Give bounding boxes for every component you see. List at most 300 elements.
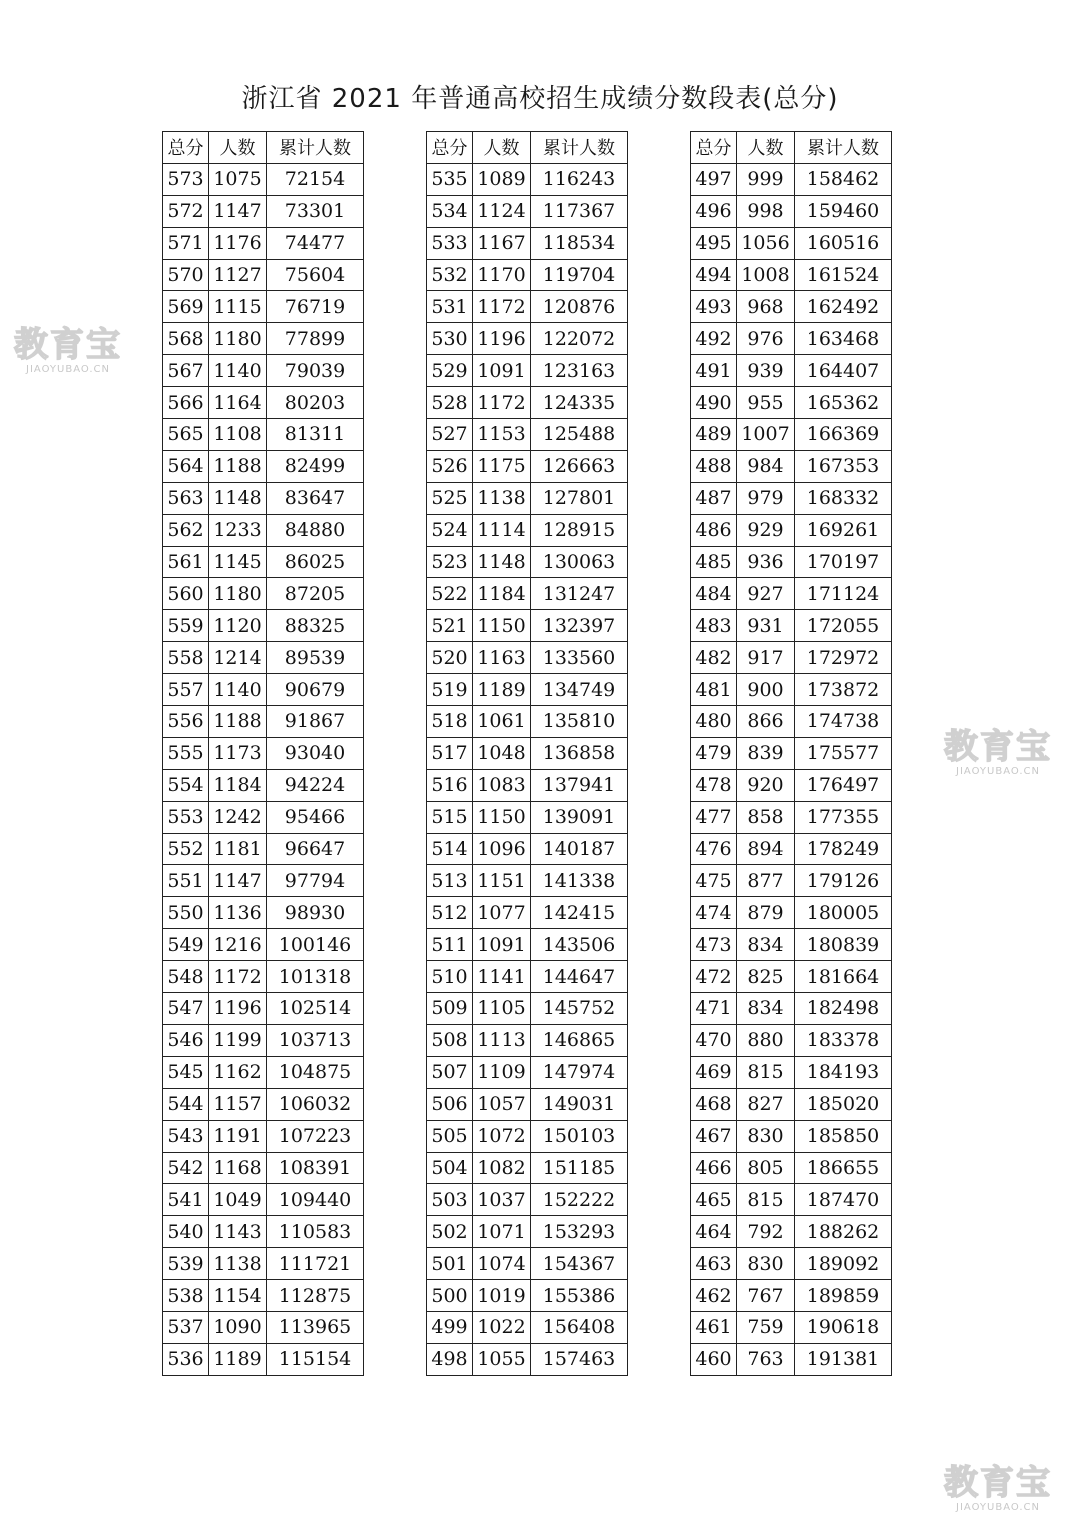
- cell-count: 1090: [209, 1311, 267, 1343]
- cell-count: 1008: [737, 259, 795, 291]
- cell-total-score: 567: [163, 355, 209, 387]
- table-row: [163, 482, 364, 514]
- table-row: [163, 897, 364, 929]
- cell-cumulative: 147974: [531, 1056, 628, 1088]
- cell-count: 1150: [473, 610, 531, 642]
- cell-count: 1153: [473, 419, 531, 451]
- table-row: [691, 1216, 892, 1248]
- cell-total-score: 478: [691, 769, 737, 801]
- cell-count: 1143: [209, 1216, 267, 1248]
- table-row: [163, 546, 364, 578]
- cell-count: 1141: [473, 961, 531, 993]
- cell-count: 1180: [209, 578, 267, 610]
- cell-total-score: 487: [691, 482, 737, 514]
- cell-total-score: 533: [427, 227, 473, 259]
- cell-total-score: 534: [427, 195, 473, 227]
- table-row: [163, 195, 364, 227]
- cell-total-score: 516: [427, 769, 473, 801]
- cell-total-score: 490: [691, 387, 737, 419]
- cell-total-score: 544: [163, 1088, 209, 1120]
- table-row: [163, 259, 364, 291]
- cell-cumulative: 112875: [267, 1280, 364, 1312]
- cell-count: 1074: [473, 1248, 531, 1280]
- cell-cumulative: 109440: [267, 1184, 364, 1216]
- table-row: [427, 291, 628, 323]
- cell-cumulative: 98930: [267, 897, 364, 929]
- cell-count: 917: [737, 642, 795, 674]
- cell-count: 1170: [473, 259, 531, 291]
- cell-cumulative: 167353: [795, 450, 892, 482]
- cell-total-score: 535: [427, 163, 473, 195]
- cell-total-score: 528: [427, 387, 473, 419]
- cell-total-score: 463: [691, 1248, 737, 1280]
- cell-count: 839: [737, 737, 795, 769]
- watermark-logo: [944, 728, 1052, 778]
- cell-total-score: 469: [691, 1056, 737, 1088]
- cell-count: 1019: [473, 1280, 531, 1312]
- table-row: [691, 291, 892, 323]
- cell-count: 1091: [473, 355, 531, 387]
- table-row: [691, 1152, 892, 1184]
- cell-count: 1173: [209, 737, 267, 769]
- table-row: [427, 897, 628, 929]
- table-row: [427, 1120, 628, 1152]
- cell-count: 834: [737, 993, 795, 1025]
- cell-count: 984: [737, 450, 795, 482]
- cell-cumulative: 153293: [531, 1216, 628, 1248]
- cell-cumulative: 96647: [267, 833, 364, 865]
- table-row: [691, 1343, 892, 1375]
- watermark-logo-text: 教育宝: [14, 325, 122, 365]
- cell-cumulative: 181664: [795, 961, 892, 993]
- table-row: [691, 737, 892, 769]
- cell-cumulative: 103713: [267, 1024, 364, 1056]
- table-row: [691, 610, 892, 642]
- table-row: [427, 450, 628, 482]
- table-header: [427, 132, 628, 164]
- table-row: [691, 355, 892, 387]
- watermark-logo-url: JIAOYUBAO.CN: [956, 766, 1040, 777]
- cell-total-score: 514: [427, 833, 473, 865]
- table-row: [163, 674, 364, 706]
- cell-cumulative: 89539: [267, 642, 364, 674]
- table-row: [427, 514, 628, 546]
- cell-cumulative: 102514: [267, 993, 364, 1025]
- table-row: [163, 1120, 364, 1152]
- cell-count: 1075: [209, 163, 267, 195]
- cell-total-score: 557: [163, 674, 209, 706]
- cell-cumulative: 190618: [795, 1311, 892, 1343]
- table-row: [691, 833, 892, 865]
- cell-cumulative: 117367: [531, 195, 628, 227]
- cell-count: 767: [737, 1280, 795, 1312]
- table-row: [163, 450, 364, 482]
- table-row: [163, 514, 364, 546]
- watermark-logo: [14, 326, 122, 376]
- cell-total-score: 551: [163, 865, 209, 897]
- cell-count: 1022: [473, 1311, 531, 1343]
- cell-cumulative: 104875: [267, 1056, 364, 1088]
- cell-total-score: 496: [691, 195, 737, 227]
- cell-count: 792: [737, 1216, 795, 1248]
- cell-total-score: 543: [163, 1120, 209, 1152]
- table-row: [163, 801, 364, 833]
- cell-count: 1108: [209, 419, 267, 451]
- cell-cumulative: 133560: [531, 642, 628, 674]
- cell-total-score: 475: [691, 865, 737, 897]
- table-body: [163, 163, 364, 1375]
- cell-cumulative: 115154: [267, 1343, 364, 1375]
- cell-total-score: 573: [163, 163, 209, 195]
- cell-total-score: 507: [427, 1056, 473, 1088]
- cell-count: 929: [737, 514, 795, 546]
- cell-cumulative: 94224: [267, 769, 364, 801]
- table-row: [427, 706, 628, 738]
- cell-count: 1056: [737, 227, 795, 259]
- cell-count: 1071: [473, 1216, 531, 1248]
- cell-total-score: 545: [163, 1056, 209, 1088]
- table-row: [163, 163, 364, 195]
- cell-cumulative: 159460: [795, 195, 892, 227]
- cell-count: 1172: [473, 291, 531, 323]
- cell-count: 1114: [473, 514, 531, 546]
- cell-count: 830: [737, 1248, 795, 1280]
- header-count: 人数: [737, 132, 795, 164]
- cell-total-score: 504: [427, 1152, 473, 1184]
- page-title: 浙江省 2021 年普通高校招生成绩分数段表(总分): [241, 84, 839, 114]
- table-row: [691, 1088, 892, 1120]
- cell-cumulative: 166369: [795, 419, 892, 451]
- table-row: [691, 419, 892, 451]
- cell-total-score: 481: [691, 674, 737, 706]
- cell-count: 1196: [209, 993, 267, 1025]
- table-header: [163, 132, 364, 164]
- cell-cumulative: 175577: [795, 737, 892, 769]
- cell-total-score: 572: [163, 195, 209, 227]
- cell-count: 759: [737, 1311, 795, 1343]
- cell-cumulative: 164407: [795, 355, 892, 387]
- cell-count: 1216: [209, 929, 267, 961]
- cell-cumulative: 172972: [795, 642, 892, 674]
- cell-count: 1145: [209, 546, 267, 578]
- cell-count: 1164: [209, 387, 267, 419]
- cell-total-score: 570: [163, 259, 209, 291]
- cell-total-score: 468: [691, 1088, 737, 1120]
- table-row: [163, 578, 364, 610]
- cell-count: 1120: [209, 610, 267, 642]
- cell-cumulative: 186655: [795, 1152, 892, 1184]
- cell-total-score: 549: [163, 929, 209, 961]
- cell-cumulative: 140187: [531, 833, 628, 865]
- cell-cumulative: 120876: [531, 291, 628, 323]
- cell-total-score: 460: [691, 1343, 737, 1375]
- table-row: [427, 482, 628, 514]
- cell-total-score: 547: [163, 993, 209, 1025]
- table-row: [163, 291, 364, 323]
- cell-cumulative: 158462: [795, 163, 892, 195]
- table-row: [163, 1024, 364, 1056]
- cell-total-score: 566: [163, 387, 209, 419]
- cell-cumulative: 146865: [531, 1024, 628, 1056]
- table-row: [163, 419, 364, 451]
- cell-count: 1127: [209, 259, 267, 291]
- cell-count: 1113: [473, 1024, 531, 1056]
- header-cumulative: 累计人数: [531, 132, 628, 164]
- table-row: [163, 1343, 364, 1375]
- cell-total-score: 554: [163, 769, 209, 801]
- table-row: [427, 833, 628, 865]
- cell-cumulative: 111721: [267, 1248, 364, 1280]
- cell-cumulative: 101318: [267, 961, 364, 993]
- cell-cumulative: 108391: [267, 1152, 364, 1184]
- cell-cumulative: 100146: [267, 929, 364, 961]
- watermark-logo-url: JIAOYUBAO.CN: [956, 1502, 1040, 1513]
- table-row: [163, 1216, 364, 1248]
- table-row: [691, 259, 892, 291]
- cell-total-score: 525: [427, 482, 473, 514]
- table-row: [691, 323, 892, 355]
- table-row: [163, 833, 364, 865]
- cell-total-score: 540: [163, 1216, 209, 1248]
- cell-total-score: 495: [691, 227, 737, 259]
- table-row: [427, 1152, 628, 1184]
- cell-total-score: 568: [163, 323, 209, 355]
- cell-count: 1138: [209, 1248, 267, 1280]
- cell-count: 1184: [473, 578, 531, 610]
- cell-total-score: 480: [691, 706, 737, 738]
- cell-count: 1148: [209, 482, 267, 514]
- cell-cumulative: 177355: [795, 801, 892, 833]
- table-row: [427, 1311, 628, 1343]
- header-count: 人数: [473, 132, 531, 164]
- table-row: [427, 737, 628, 769]
- cell-total-score: 498: [427, 1343, 473, 1375]
- cell-total-score: 461: [691, 1311, 737, 1343]
- cell-count: 1138: [473, 482, 531, 514]
- cell-total-score: 548: [163, 961, 209, 993]
- table-row: [691, 993, 892, 1025]
- table-row: [163, 1184, 364, 1216]
- table-row: [427, 1248, 628, 1280]
- table-row: [163, 323, 364, 355]
- cell-count: 955: [737, 387, 795, 419]
- cell-count: 1189: [209, 1343, 267, 1375]
- cell-total-score: 517: [427, 737, 473, 769]
- cell-count: 1048: [473, 737, 531, 769]
- cell-cumulative: 144647: [531, 961, 628, 993]
- cell-total-score: 527: [427, 419, 473, 451]
- cell-total-score: 471: [691, 993, 737, 1025]
- cell-cumulative: 73301: [267, 195, 364, 227]
- cell-cumulative: 188262: [795, 1216, 892, 1248]
- cell-count: 936: [737, 546, 795, 578]
- table-row: [691, 1311, 892, 1343]
- cell-total-score: 518: [427, 706, 473, 738]
- cell-total-score: 559: [163, 610, 209, 642]
- cell-total-score: 562: [163, 514, 209, 546]
- cell-total-score: 531: [427, 291, 473, 323]
- table-row: [691, 163, 892, 195]
- cell-total-score: 493: [691, 291, 737, 323]
- cell-cumulative: 149031: [531, 1088, 628, 1120]
- cell-total-score: 464: [691, 1216, 737, 1248]
- cell-count: 1105: [473, 993, 531, 1025]
- cell-count: 815: [737, 1184, 795, 1216]
- cell-cumulative: 151185: [531, 1152, 628, 1184]
- table-row: [691, 1280, 892, 1312]
- table-row: [691, 706, 892, 738]
- table-row: [163, 387, 364, 419]
- table-row: [427, 1056, 628, 1088]
- cell-count: 879: [737, 897, 795, 929]
- cell-cumulative: 113965: [267, 1311, 364, 1343]
- cell-total-score: 560: [163, 578, 209, 610]
- table-row: [427, 387, 628, 419]
- cell-cumulative: 137941: [531, 769, 628, 801]
- cell-total-score: 462: [691, 1280, 737, 1312]
- cell-cumulative: 122072: [531, 323, 628, 355]
- table-row: [427, 674, 628, 706]
- header-count: 人数: [209, 132, 267, 164]
- cell-count: 1214: [209, 642, 267, 674]
- cell-cumulative: 182498: [795, 993, 892, 1025]
- cell-count: 1233: [209, 514, 267, 546]
- cell-total-score: 556: [163, 706, 209, 738]
- cell-total-score: 563: [163, 482, 209, 514]
- cell-count: 1168: [209, 1152, 267, 1184]
- cell-count: 1140: [209, 674, 267, 706]
- cell-cumulative: 134749: [531, 674, 628, 706]
- cell-cumulative: 83647: [267, 482, 364, 514]
- cell-total-score: 571: [163, 227, 209, 259]
- cell-count: 1154: [209, 1280, 267, 1312]
- table-row: [163, 706, 364, 738]
- cell-total-score: 470: [691, 1024, 737, 1056]
- cell-count: 976: [737, 323, 795, 355]
- table-row: [427, 227, 628, 259]
- cell-count: 1189: [473, 674, 531, 706]
- cell-count: 1172: [473, 387, 531, 419]
- table-row: [691, 1024, 892, 1056]
- cell-count: 1089: [473, 163, 531, 195]
- cell-count: 1147: [209, 865, 267, 897]
- cell-total-score: 501: [427, 1248, 473, 1280]
- cell-cumulative: 191381: [795, 1343, 892, 1375]
- cell-count: 1172: [209, 961, 267, 993]
- table-row: [427, 163, 628, 195]
- cell-count: 1184: [209, 769, 267, 801]
- cell-count: 931: [737, 610, 795, 642]
- table-row: [691, 929, 892, 961]
- score-table-1: [162, 131, 364, 1376]
- cell-count: 1077: [473, 897, 531, 929]
- table-row: [427, 1024, 628, 1056]
- cell-count: 825: [737, 961, 795, 993]
- cell-count: 880: [737, 1024, 795, 1056]
- cell-total-score: 492: [691, 323, 737, 355]
- cell-total-score: 503: [427, 1184, 473, 1216]
- cell-cumulative: 185020: [795, 1088, 892, 1120]
- cell-cumulative: 142415: [531, 897, 628, 929]
- table-row: [427, 419, 628, 451]
- table-row: [427, 323, 628, 355]
- cell-cumulative: 97794: [267, 865, 364, 897]
- cell-cumulative: 171124: [795, 578, 892, 610]
- cell-total-score: 511: [427, 929, 473, 961]
- cell-count: 1191: [209, 1120, 267, 1152]
- cell-count: 866: [737, 706, 795, 738]
- cell-count: 1136: [209, 897, 267, 929]
- cell-count: 1188: [209, 706, 267, 738]
- table-row: [163, 1311, 364, 1343]
- cell-total-score: 542: [163, 1152, 209, 1184]
- table-row: [691, 227, 892, 259]
- cell-total-score: 520: [427, 642, 473, 674]
- cell-cumulative: 79039: [267, 355, 364, 387]
- cell-cumulative: 161524: [795, 259, 892, 291]
- cell-total-score: 497: [691, 163, 737, 195]
- cell-total-score: 553: [163, 801, 209, 833]
- cell-count: 1115: [209, 291, 267, 323]
- cell-count: 1162: [209, 1056, 267, 1088]
- cell-cumulative: 80203: [267, 387, 364, 419]
- cell-total-score: 505: [427, 1120, 473, 1152]
- cell-count: 1007: [737, 419, 795, 451]
- cell-count: 1057: [473, 1088, 531, 1120]
- table-row: [691, 387, 892, 419]
- cell-cumulative: 119704: [531, 259, 628, 291]
- cell-total-score: 521: [427, 610, 473, 642]
- cell-cumulative: 131247: [531, 578, 628, 610]
- cell-cumulative: 91867: [267, 706, 364, 738]
- cell-cumulative: 86025: [267, 546, 364, 578]
- cell-total-score: 512: [427, 897, 473, 929]
- cell-total-score: 489: [691, 419, 737, 451]
- cell-total-score: 483: [691, 610, 737, 642]
- table-row: [163, 355, 364, 387]
- cell-cumulative: 74477: [267, 227, 364, 259]
- table-row: [163, 993, 364, 1025]
- cell-count: 1124: [473, 195, 531, 227]
- cell-count: 827: [737, 1088, 795, 1120]
- cell-cumulative: 72154: [267, 163, 364, 195]
- cell-cumulative: 180839: [795, 929, 892, 961]
- table-row: [691, 1248, 892, 1280]
- watermark-logo: [944, 1464, 1052, 1514]
- cell-cumulative: 135810: [531, 706, 628, 738]
- cell-cumulative: 110583: [267, 1216, 364, 1248]
- table-row: [691, 897, 892, 929]
- cell-count: 1061: [473, 706, 531, 738]
- table-row: [691, 578, 892, 610]
- cell-cumulative: 87205: [267, 578, 364, 610]
- cell-cumulative: 75604: [267, 259, 364, 291]
- cell-total-score: 508: [427, 1024, 473, 1056]
- cell-total-score: 500: [427, 1280, 473, 1312]
- cell-total-score: 513: [427, 865, 473, 897]
- cell-total-score: 509: [427, 993, 473, 1025]
- cell-total-score: 488: [691, 450, 737, 482]
- table-row: [427, 1216, 628, 1248]
- table-body: [691, 163, 892, 1375]
- cell-total-score: 537: [163, 1311, 209, 1343]
- cell-count: 894: [737, 833, 795, 865]
- cell-cumulative: 145752: [531, 993, 628, 1025]
- table-row: [163, 929, 364, 961]
- cell-cumulative: 176497: [795, 769, 892, 801]
- table-row: [427, 801, 628, 833]
- cell-total-score: 474: [691, 897, 737, 929]
